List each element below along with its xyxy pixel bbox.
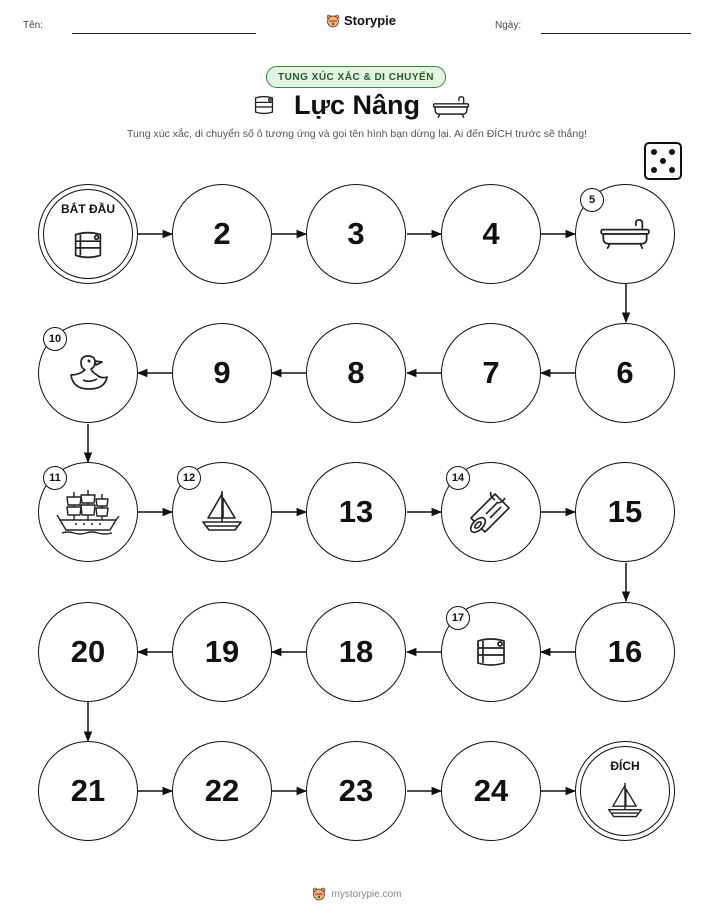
cell-number: 7 (482, 355, 500, 390)
cell-number: 24 (473, 773, 509, 808)
board-cell-12[interactable] (172, 462, 272, 562)
board-cell-23[interactable] (306, 741, 406, 841)
board-cell-5[interactable] (575, 184, 675, 284)
bear-mascot-icon (312, 887, 326, 901)
board-cell-10[interactable] (38, 323, 138, 423)
cell-number: 8 (347, 355, 365, 390)
board-cell-11[interactable] (38, 462, 138, 562)
cell-number: 23 (338, 773, 374, 808)
board-cell-9[interactable] (172, 323, 272, 423)
footer (0, 887, 714, 901)
cell-number-chip: 10 (43, 327, 67, 351)
board-cell-16[interactable] (575, 602, 675, 702)
name-label: Tên: (23, 20, 44, 31)
board-cell-24[interactable] (441, 741, 541, 841)
board-cell-21[interactable] (38, 741, 138, 841)
finish-label: ĐÍCH (610, 759, 640, 773)
board-cell-18[interactable] (306, 602, 406, 702)
cell-number: 16 (607, 634, 643, 669)
brand-name: Storypie (344, 13, 397, 28)
board-cell-2[interactable] (172, 184, 272, 284)
cell-number: 20 (70, 634, 106, 669)
life-jacket-icon (69, 226, 107, 264)
cell-number-chip: 12 (177, 466, 201, 490)
log-icon (469, 490, 513, 534)
board-cell-6[interactable] (575, 323, 675, 423)
cell-number: 6 (616, 355, 634, 390)
bathtub-icon (599, 217, 651, 251)
board-cell-13[interactable] (306, 462, 406, 562)
cell-number: 3 (347, 216, 365, 251)
footer-url[interactable]: mystorypie.com (331, 888, 402, 900)
cell-number: 22 (204, 773, 240, 808)
board-cell-3[interactable] (306, 184, 406, 284)
cell-number-chip: 11 (43, 466, 67, 490)
date-label: Ngày: (495, 20, 522, 31)
board-cell-17[interactable] (441, 602, 541, 702)
board-cell-15[interactable] (575, 462, 675, 562)
cell-number: 4 (482, 216, 500, 251)
board-cell-7[interactable] (441, 323, 541, 423)
cell-number-chip: 5 (580, 188, 604, 212)
cell-number-chip: 17 (446, 606, 470, 630)
start-cell[interactable] (38, 184, 138, 284)
board-cell-19[interactable] (172, 602, 272, 702)
board-cell-8[interactable] (306, 323, 406, 423)
sailboat-icon (606, 780, 644, 822)
cell-number: 18 (338, 634, 374, 669)
board-cell-22[interactable] (172, 741, 272, 841)
rubber-duck-icon (65, 353, 111, 393)
sailboat-icon (200, 488, 244, 536)
cell-number: 2 (213, 216, 231, 251)
board-cell-14[interactable] (441, 462, 541, 562)
finish-cell[interactable] (575, 741, 675, 841)
page-title: Lực Nâng (293, 90, 421, 120)
cell-number: 13 (338, 494, 374, 529)
cell-number-chip: 14 (446, 466, 470, 490)
start-label: BẮT ĐẦU (61, 202, 115, 216)
cell-number: 9 (213, 355, 231, 390)
cell-number: 19 (204, 634, 240, 669)
activity-badge: TUNG XÚC XẮC & DI CHUYỂN (266, 66, 446, 88)
life-jacket-icon (471, 632, 511, 672)
board-cell-20[interactable] (38, 602, 138, 702)
cell-number: 15 (607, 494, 643, 529)
cell-number: 21 (70, 773, 106, 808)
board-cell-4[interactable] (441, 184, 541, 284)
instructions: Tung xúc xắc, di chuyển số ô tương ứng và gọi tên hình bạn dừng lại. Ai đến ĐÍCH trước sẽ thắng! (126, 128, 587, 140)
ship-icon (56, 488, 120, 536)
